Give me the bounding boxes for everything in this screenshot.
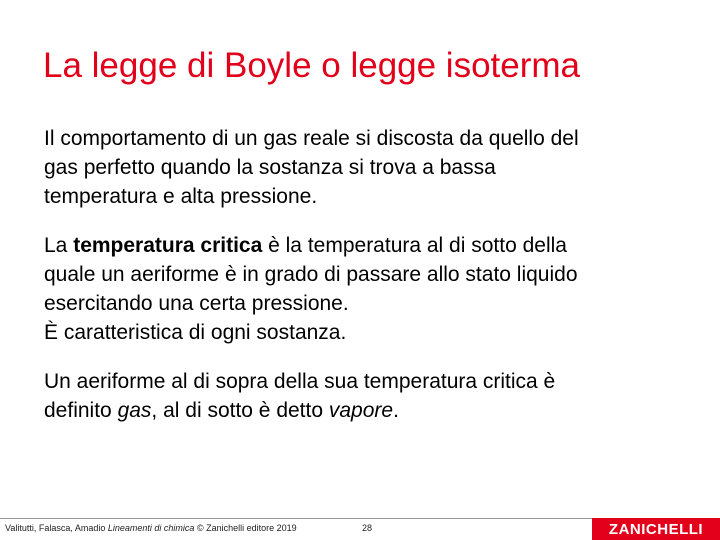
paragraph-line: temperatura e alta pressione. xyxy=(44,185,318,208)
logo-text: ZANICHELLI xyxy=(608,521,704,538)
paragraph-line: gas perfetto quando la sostanza si trova a bassa xyxy=(44,156,496,179)
paragraph-line xyxy=(44,396,684,425)
paragraph-line: esercitando una certa pressione. xyxy=(44,292,349,315)
page-number: 28 xyxy=(362,523,373,533)
paragraph-critical-temperature xyxy=(44,231,684,347)
text-run: Valitutti, Falasca, Amadio xyxy=(5,523,108,533)
paragraph-line: quale un aeriforme è in grado di passare allo stato liquido xyxy=(44,263,578,286)
text-run: La xyxy=(44,234,74,257)
italic-term: vapore xyxy=(328,399,394,422)
paragraph-gas-vapore xyxy=(44,367,684,425)
text-run: . xyxy=(393,399,399,422)
paragraph-line xyxy=(44,231,684,260)
text-run: , al di sotto è detto xyxy=(151,399,329,422)
text-run: definito xyxy=(44,399,118,422)
paragraph-line: Il comportamento di un gas reale si discosta da quello del xyxy=(44,127,579,150)
paragraph-line: Un aeriforme al di sopra della sua temperatura critica è xyxy=(44,370,556,393)
slide-title: La legge di Boyle o legge isoterma xyxy=(43,46,581,85)
paragraph-reale-gas xyxy=(44,124,684,211)
italic-term: gas xyxy=(117,399,152,422)
bold-term: temperatura critica xyxy=(73,234,263,257)
zanichelli-logo xyxy=(592,518,720,540)
footer-credit xyxy=(5,523,297,533)
book-title: Lineamenti di chimica xyxy=(107,523,195,533)
text-run: è la temperatura al di sotto della xyxy=(262,234,567,257)
paragraph-line: È caratteristica di ogni sostanza. xyxy=(44,321,347,344)
text-run: © Zanichelli editore 2019 xyxy=(194,523,297,533)
